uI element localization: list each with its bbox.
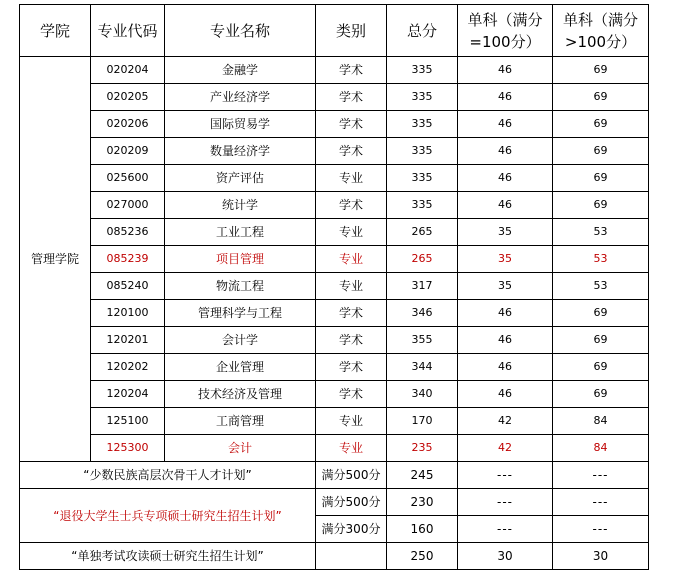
major-type: 学术 [316,354,387,381]
table-row [20,138,649,165]
plan-single-over-100-veteran-b: --- [553,516,649,543]
plan-name-minority: “少数民族高层次骨干人才计划” [20,462,316,489]
major-code: 027000 [91,192,165,219]
total-score: 355 [387,327,458,354]
single-100-score: 46 [458,111,553,138]
major-name: 物流工程 [165,273,316,300]
single-100-score: 46 [458,192,553,219]
plan-type-veteran-a: 满分500分 [316,489,387,516]
single-over-100-score: 69 [553,192,649,219]
single-over-100-score: 69 [553,354,649,381]
major-name: 管理科学与工程 [165,300,316,327]
major-code: 020206 [91,111,165,138]
plan-total-independent: 250 [387,543,458,570]
plan-total-minority: 245 [387,462,458,489]
college-cell: 管理学院 [20,57,91,462]
single-100-score: 46 [458,381,553,408]
plan-single-100-veteran-b: --- [458,516,553,543]
single-over-100-score: 69 [553,57,649,84]
single-over-100-score: 69 [553,381,649,408]
score-table [19,4,649,570]
total-score: 335 [387,192,458,219]
header-single-over-100: 单科（满分>100分） [553,5,649,57]
major-type: 学术 [316,381,387,408]
single-over-100-score: 53 [553,219,649,246]
header-code: 专业代码 [91,5,165,57]
header-name: 专业名称 [165,5,316,57]
single-100-score: 46 [458,327,553,354]
plan-type-minority: 满分500分 [316,462,387,489]
major-name: 会计 [165,435,316,462]
plan-single-100-veteran-a: --- [458,489,553,516]
major-type: 学术 [316,138,387,165]
plan-name-independent: “单独考试攻读硕士研究生招生计划” [20,543,316,570]
major-name: 金融学 [165,57,316,84]
major-code: 020204 [91,57,165,84]
major-code: 125300 [91,435,165,462]
single-100-score: 35 [458,219,553,246]
single-over-100-score: 53 [553,246,649,273]
single-100-score: 46 [458,300,553,327]
major-code: 085239 [91,246,165,273]
major-name: 国际贸易学 [165,111,316,138]
major-code: 085240 [91,273,165,300]
major-name: 企业管理 [165,354,316,381]
table-row-minority-plan [20,462,649,489]
single-over-100-score: 84 [553,435,649,462]
header-type: 类别 [316,5,387,57]
total-score: 170 [387,408,458,435]
major-type: 专业 [316,273,387,300]
plan-name-veteran: “退役大学生士兵专项硕士研究生招生计划” [20,489,316,543]
major-name: 技术经济及管理 [165,381,316,408]
table-row [20,165,649,192]
total-score: 335 [387,111,458,138]
major-type: 专业 [316,246,387,273]
single-over-100-score: 84 [553,408,649,435]
major-code: 020209 [91,138,165,165]
plan-type-independent [316,543,387,570]
single-over-100-score: 69 [553,138,649,165]
plan-total-veteran-a: 230 [387,489,458,516]
score-table-container [19,4,649,570]
single-over-100-score: 69 [553,327,649,354]
total-score: 335 [387,138,458,165]
plan-total-veteran-b: 160 [387,516,458,543]
major-code: 085236 [91,219,165,246]
major-code: 120100 [91,300,165,327]
single-100-score: 46 [458,84,553,111]
total-score: 265 [387,246,458,273]
single-100-score: 35 [458,246,553,273]
major-type: 学术 [316,327,387,354]
major-name: 资产评估 [165,165,316,192]
total-score: 346 [387,300,458,327]
major-type: 学术 [316,84,387,111]
total-score: 340 [387,381,458,408]
table-row [20,408,649,435]
header-row [20,5,649,57]
plan-single-100-minority: --- [458,462,553,489]
major-name: 工业工程 [165,219,316,246]
single-100-score: 42 [458,435,553,462]
major-code: 020205 [91,84,165,111]
single-100-score: 42 [458,408,553,435]
major-code: 120202 [91,354,165,381]
table-row [20,192,649,219]
plan-single-over-100-minority: --- [553,462,649,489]
single-over-100-score: 69 [553,111,649,138]
single-100-score: 46 [458,57,553,84]
total-score: 265 [387,219,458,246]
total-score: 335 [387,165,458,192]
major-type: 学术 [316,192,387,219]
table-row [20,381,649,408]
major-code: 025600 [91,165,165,192]
single-over-100-score: 69 [553,300,649,327]
single-100-score: 35 [458,273,553,300]
single-over-100-score: 69 [553,165,649,192]
table-row [20,435,649,462]
major-code: 120201 [91,327,165,354]
table-row [20,111,649,138]
major-type: 学术 [316,300,387,327]
major-name: 工商管理 [165,408,316,435]
single-over-100-score: 69 [553,84,649,111]
table-row [20,273,649,300]
table-row [20,219,649,246]
major-code: 125100 [91,408,165,435]
major-type: 专业 [316,435,387,462]
plan-single-over-100-veteran-a: --- [553,489,649,516]
total-score: 344 [387,354,458,381]
table-row [20,300,649,327]
plan-type-veteran-b: 满分300分 [316,516,387,543]
major-type: 专业 [316,408,387,435]
table-row [20,354,649,381]
major-type: 学术 [316,57,387,84]
table-row [20,246,649,273]
total-score: 335 [387,57,458,84]
major-name: 项目管理 [165,246,316,273]
table-row [20,57,649,84]
major-name: 会计学 [165,327,316,354]
single-100-score: 46 [458,165,553,192]
total-score: 335 [387,84,458,111]
major-name: 统计学 [165,192,316,219]
total-score: 317 [387,273,458,300]
header-total: 总分 [387,5,458,57]
total-score: 235 [387,435,458,462]
major-type: 学术 [316,111,387,138]
table-row [20,84,649,111]
header-college: 学院 [20,5,91,57]
single-100-score: 46 [458,138,553,165]
major-type: 专业 [316,165,387,192]
plan-single-100-independent: 30 [458,543,553,570]
table-row-independent-plan [20,543,649,570]
major-code: 120204 [91,381,165,408]
major-name: 数量经济学 [165,138,316,165]
table-row-veteran-plan [20,489,649,516]
single-100-score: 46 [458,354,553,381]
table-row [20,327,649,354]
header-single-100: 单科（满分=100分） [458,5,553,57]
major-name: 产业经济学 [165,84,316,111]
single-over-100-score: 53 [553,273,649,300]
plan-single-over-100-independent: 30 [553,543,649,570]
major-type: 专业 [316,219,387,246]
